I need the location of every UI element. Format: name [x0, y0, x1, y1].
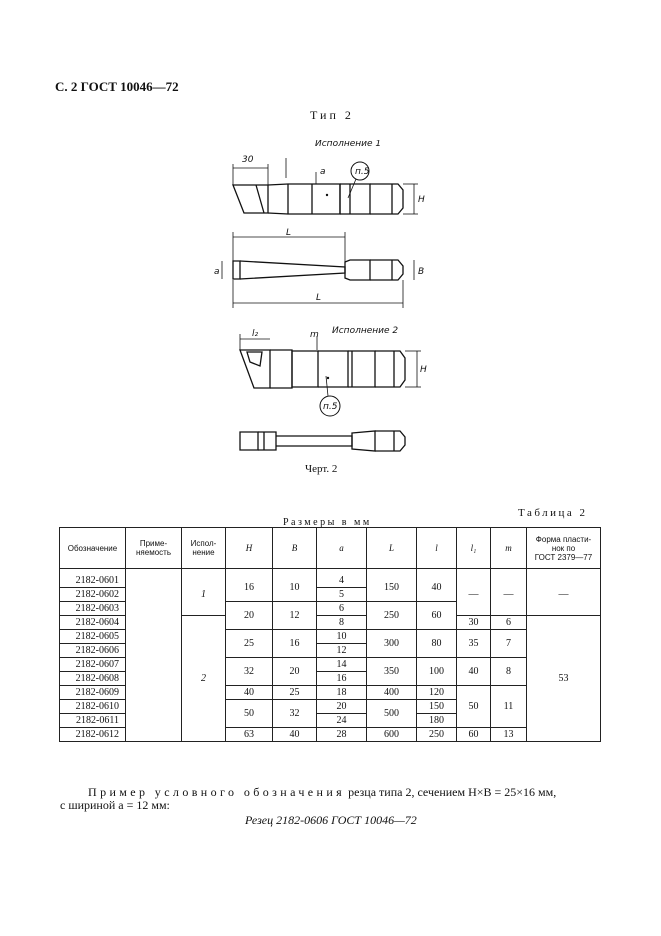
L-cell: 350: [367, 658, 417, 686]
H-cell: 16: [226, 574, 273, 602]
a-cell: 6: [317, 602, 367, 616]
dim-H-label-1: H: [418, 195, 425, 205]
header-H: H: [226, 528, 273, 569]
dim-30-label: 30: [242, 155, 254, 165]
header-l1: l₁: [457, 528, 491, 569]
table-title: Таблица 2: [518, 507, 588, 519]
l-cell: 120: [417, 686, 457, 700]
m-cell: 11: [491, 686, 527, 728]
variant2-label: Исполнение 2: [332, 326, 399, 336]
header-L: L: [367, 528, 417, 569]
B-cell: 12: [273, 602, 317, 630]
code-cell: 2182-0609: [60, 686, 126, 700]
H-cell: 20: [226, 602, 273, 630]
B-cell: 20: [273, 658, 317, 686]
L-cell: 150: [367, 574, 417, 602]
l1-cell: 40: [457, 658, 491, 686]
dim-L-label-2: L: [316, 293, 322, 303]
a-cell: 12: [317, 644, 367, 658]
l-cell: 80: [417, 630, 457, 658]
H-cell: 63: [226, 728, 273, 742]
l-cell: 100: [417, 658, 457, 686]
a-cell: 14: [317, 658, 367, 672]
a-cell: 8: [317, 616, 367, 630]
m-cell: 13: [491, 728, 527, 742]
l-cell: 180: [417, 714, 457, 728]
B-cell: 10: [273, 574, 317, 602]
code-cell: 2182-0610: [60, 700, 126, 714]
l-cell: 150: [417, 700, 457, 714]
a-cell: 16: [317, 672, 367, 686]
m-cell: 7: [491, 630, 527, 658]
a-cell: 24: [317, 714, 367, 728]
example-paragraph-line2: с шириной a = 12 мм:: [60, 798, 170, 812]
B-cell: 40: [273, 728, 317, 742]
m-cell: —: [491, 574, 527, 616]
L-cell: 600: [367, 728, 417, 742]
H-cell: 50: [226, 700, 273, 728]
H-cell: 25: [226, 630, 273, 658]
header-insert-form: Форма пласти- нок по ГОСТ 2379—77: [527, 528, 601, 569]
l-cell: 250: [417, 728, 457, 742]
code-cell: 2182-0606: [60, 644, 126, 658]
note-p5-label-1: п.5: [355, 167, 370, 177]
dim-m-label: m: [310, 330, 319, 340]
l1-cell: 35: [457, 630, 491, 658]
L-cell: 400: [367, 686, 417, 700]
dim-l2-label: l₂: [252, 329, 259, 339]
H-cell: 40: [226, 686, 273, 700]
l1-cell: —: [457, 574, 491, 616]
a-cell: 4: [317, 574, 367, 588]
table-header-row: [60, 528, 601, 569]
variant1-label: Исполнение 1: [315, 140, 382, 149]
dim-a-label-2: а: [214, 267, 220, 277]
code-cell: 2182-0604: [60, 616, 126, 630]
l1-cell: 60: [457, 728, 491, 742]
variant-cell: 2: [182, 616, 226, 742]
l-cell: 40: [417, 574, 457, 602]
technical-drawing: [200, 140, 440, 480]
dim-L-label-1: L: [286, 228, 292, 238]
L-cell: 500: [367, 700, 417, 728]
variant-cell: 1: [182, 574, 226, 616]
m-cell: 8: [491, 658, 527, 686]
insert-form-cell: 53: [527, 616, 601, 742]
type-label: Тип 2: [310, 108, 354, 122]
a-cell: 18: [317, 686, 367, 700]
code-cell: 2182-0605: [60, 630, 126, 644]
L-cell: 250: [367, 602, 417, 630]
header-l: l: [417, 528, 457, 569]
code-cell: 2182-0608: [60, 672, 126, 686]
header-B: B: [273, 528, 317, 569]
header-designation: Обозначение: [60, 528, 126, 569]
code-cell: 2182-0607: [60, 658, 126, 672]
l1-cell: 30: [457, 616, 491, 630]
dim-B-label: B: [418, 267, 425, 277]
insert-form-cell: —: [527, 574, 601, 616]
cutter-top-view-1: [233, 261, 240, 279]
figure-caption: Черт. 2: [305, 463, 338, 475]
table-subtitle: Размеры в мм: [283, 517, 372, 528]
a-cell: 20: [317, 700, 367, 714]
code-cell: 2182-0611: [60, 714, 126, 728]
m-cell: 6: [491, 616, 527, 630]
dim-H-label-2: H: [420, 365, 427, 375]
a-cell: 28: [317, 728, 367, 742]
code-cell: 2182-0601: [60, 574, 126, 588]
B-cell: 16: [273, 630, 317, 658]
spec-table: [59, 527, 601, 742]
H-cell: 32: [226, 658, 273, 686]
a-cell: 5: [317, 588, 367, 602]
code-cell: 2182-0612: [60, 728, 126, 742]
B-cell: 25: [273, 686, 317, 700]
header-m: m: [491, 528, 527, 569]
note-p5-label-2: п.5: [323, 402, 338, 412]
B-cell: 32: [273, 700, 317, 728]
page-header: С. 2 ГОСТ 10046—72: [55, 79, 179, 94]
l1-cell: 50: [457, 686, 491, 728]
dim-a-label: а: [320, 167, 326, 177]
code-cell: 2182-0602: [60, 588, 126, 602]
l-cell: 60: [417, 602, 457, 630]
code-cell: 2182-0603: [60, 602, 126, 616]
example-text: резца типа 2, сечением H×B = 25×16 мм,: [345, 785, 557, 799]
header-variant: Испол- нение: [182, 528, 226, 569]
a-cell: 10: [317, 630, 367, 644]
cutter-side-view-2: [240, 350, 270, 388]
L-cell: 300: [367, 630, 417, 658]
example-heading: Пример условного обозначения: [88, 785, 346, 799]
cutter-top-view-2: [240, 432, 258, 450]
example-designation: Резец 2182-0606 ГОСТ 10046—72: [245, 813, 417, 827]
table-row: [60, 574, 601, 588]
header-a: a: [317, 528, 367, 569]
header-applicability: Приме- няемость: [126, 528, 182, 569]
